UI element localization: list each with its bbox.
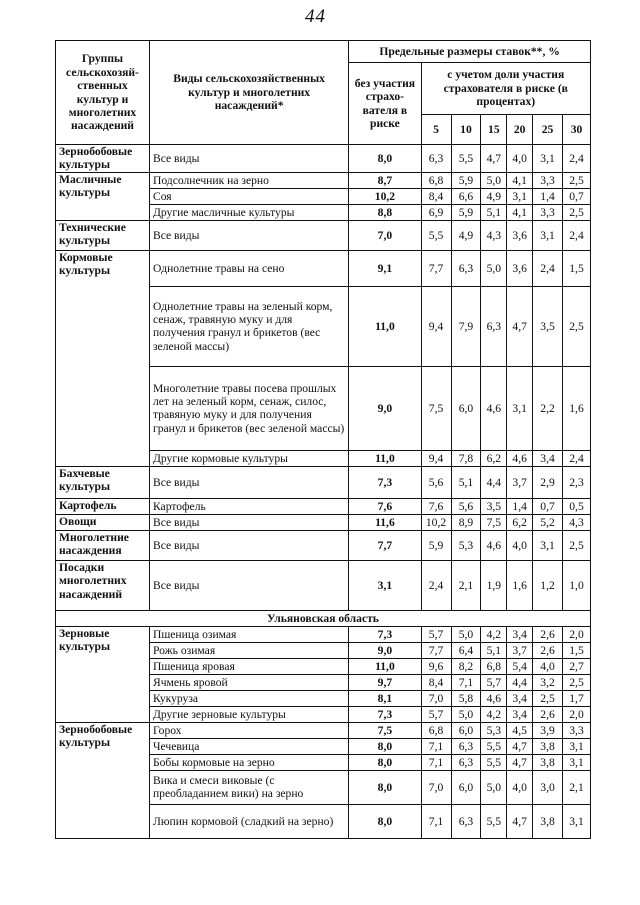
- rate-share: 4,4: [481, 466, 507, 498]
- table-row: [56, 250, 591, 286]
- rate-share: 4,7: [507, 286, 533, 366]
- rate-share: 1,9: [481, 560, 507, 610]
- rate-share: 2,1: [451, 560, 481, 610]
- rate-share: 2,5: [533, 690, 563, 706]
- crop-kind: Все виды: [149, 514, 348, 530]
- header-share: 10: [451, 115, 481, 145]
- crop-kind: Соя: [149, 188, 348, 204]
- rate-without-participation: 8,8: [349, 204, 421, 220]
- rate-share: 5,0: [481, 172, 507, 188]
- rate-share: 2,0: [563, 626, 591, 642]
- rate-share: 3,6: [507, 250, 533, 286]
- rate-share: 6,8: [481, 658, 507, 674]
- header-group: Группы сельскохозяй-ственных культур и многолетних насаждений: [56, 41, 150, 145]
- rate-share: 4,9: [481, 188, 507, 204]
- crop-kind: Люпин кормовой (сладкий на зерно): [149, 804, 348, 838]
- rate-share: 3,1: [533, 530, 563, 560]
- rate-share: 5,4: [507, 658, 533, 674]
- rate-share: 3,8: [533, 738, 563, 754]
- rate-share: 4,4: [507, 674, 533, 690]
- rate-without-participation: 11,0: [349, 286, 421, 366]
- rate-share: 1,5: [563, 642, 591, 658]
- crop-kind: Другие кормовые культуры: [149, 450, 348, 466]
- rate-share: 5,5: [481, 754, 507, 770]
- rate-without-participation: 9,1: [349, 250, 421, 286]
- rate-share: 5,1: [481, 204, 507, 220]
- rate-share: 6,3: [451, 738, 481, 754]
- crop-kind: Все виды: [149, 560, 348, 610]
- crop-kind: Многолетние травы посева прошлых лет на зеленый корм, сенаж, силос, травяную муку и для получения гранул и брикетов (вес зеленой массы): [149, 366, 348, 450]
- rate-share: 6,6: [451, 188, 481, 204]
- rate-share: 3,1: [507, 188, 533, 204]
- rate-share: 2,7: [563, 658, 591, 674]
- rate-share: 5,5: [421, 220, 451, 250]
- rate-without-participation: 8,0: [349, 804, 421, 838]
- table-row: [56, 172, 591, 188]
- crop-kind: Картофель: [149, 498, 348, 514]
- rate-share: 9,4: [421, 286, 451, 366]
- rate-share: 4,2: [481, 626, 507, 642]
- rate-share: 2,4: [563, 450, 591, 466]
- rate-share: 5,7: [421, 706, 451, 722]
- rate-without-participation: 10,2: [349, 188, 421, 204]
- crop-group: Посадки многолетних насаждений: [56, 560, 150, 610]
- rate-without-participation: 9,0: [349, 642, 421, 658]
- crop-kind: Однолетние травы на сено: [149, 250, 348, 286]
- rate-share: 7,1: [421, 804, 451, 838]
- rate-share: 0,7: [533, 498, 563, 514]
- rate-share: 2,3: [563, 466, 591, 498]
- rate-share: 3,1: [533, 220, 563, 250]
- rate-share: 2,5: [563, 204, 591, 220]
- rate-share: 3,7: [507, 642, 533, 658]
- region-title: Ульяновская область: [56, 610, 591, 626]
- rate-without-participation: 8,0: [349, 738, 421, 754]
- rate-share: 2,1: [563, 770, 591, 804]
- rate-share: 7,9: [451, 286, 481, 366]
- crop-kind: Пшеница яровая: [149, 658, 348, 674]
- rate-share: 7,1: [421, 754, 451, 770]
- rate-share: 2,6: [533, 642, 563, 658]
- rate-share: 4,6: [481, 690, 507, 706]
- header-share: 25: [533, 115, 563, 145]
- table-header: [56, 41, 591, 145]
- rate-share: 5,3: [451, 530, 481, 560]
- crop-group: Технические культуры: [56, 220, 150, 250]
- rate-share: 8,2: [451, 658, 481, 674]
- rate-share: 5,5: [481, 738, 507, 754]
- rate-without-participation: 8,0: [349, 754, 421, 770]
- rate-share: 5,0: [481, 770, 507, 804]
- rate-share: 0,5: [563, 498, 591, 514]
- table-row: [56, 498, 591, 514]
- rate-share: 6,3: [421, 145, 451, 173]
- rate-share: 8,4: [421, 188, 451, 204]
- table-row: [56, 220, 591, 250]
- rate-share: 3,4: [533, 450, 563, 466]
- rate-share: 4,2: [481, 706, 507, 722]
- rate-share: 6,8: [421, 172, 451, 188]
- rate-share: 6,2: [507, 514, 533, 530]
- rate-share: 5,8: [451, 690, 481, 706]
- rate-share: 3,7: [507, 466, 533, 498]
- rate-share: 5,9: [451, 172, 481, 188]
- rate-share: 2,9: [533, 466, 563, 498]
- crop-kind: Все виды: [149, 466, 348, 498]
- rate-share: 5,9: [451, 204, 481, 220]
- crop-kind: Рожь озимая: [149, 642, 348, 658]
- table-row: [56, 722, 591, 738]
- crop-kind: Другие масличные культуры: [149, 204, 348, 220]
- crop-kind: Горох: [149, 722, 348, 738]
- rate-share: 2,5: [563, 530, 591, 560]
- crop-kind: Однолетние травы на зеленый корм, сенаж, травяную муку и для получения гранул и брикетов (вес зеленой массы): [149, 286, 348, 366]
- rate-share: 3,8: [533, 804, 563, 838]
- rate-share: 3,1: [563, 804, 591, 838]
- rate-share: 5,1: [481, 642, 507, 658]
- header-limit: Предельные размеры ставок**, %: [349, 41, 591, 63]
- crop-kind: Вика и смеси виковые (с преобладанием вики) на зерно: [149, 770, 348, 804]
- rate-share: 2,4: [563, 220, 591, 250]
- rate-share: 3,5: [533, 286, 563, 366]
- rate-share: 7,8: [451, 450, 481, 466]
- rate-share: 3,1: [533, 145, 563, 173]
- rate-share: 1,7: [563, 690, 591, 706]
- crop-group: Овощи: [56, 514, 150, 530]
- rate-share: 1,5: [563, 250, 591, 286]
- rate-without-participation: 7,3: [349, 466, 421, 498]
- rate-without-participation: 11,6: [349, 514, 421, 530]
- rate-share: 4,1: [507, 172, 533, 188]
- rate-share: 6,8: [421, 722, 451, 738]
- rate-share: 3,4: [507, 690, 533, 706]
- rate-share: 4,6: [507, 450, 533, 466]
- rate-without-participation: 8,1: [349, 690, 421, 706]
- page-number: 44: [305, 6, 326, 27]
- rate-without-participation: 9,0: [349, 366, 421, 450]
- rate-share: 6,3: [481, 286, 507, 366]
- header-share: 5: [421, 115, 451, 145]
- rate-share: 1,0: [563, 560, 591, 610]
- crop-kind: Подсолнечник на зерно: [149, 172, 348, 188]
- header-share: 15: [481, 115, 507, 145]
- rate-share: 5,5: [451, 145, 481, 173]
- rate-share: 9,4: [421, 450, 451, 466]
- crop-kind: Чечевица: [149, 738, 348, 754]
- crop-group: Картофель: [56, 498, 150, 514]
- rate-share: 7,5: [421, 366, 451, 450]
- rate-share: 3,0: [533, 770, 563, 804]
- header-kind: Виды сельскохозяйственных культур и многолетних насаждений*: [149, 41, 348, 145]
- rate-share: 7,0: [421, 770, 451, 804]
- rate-share: 6,0: [451, 770, 481, 804]
- rate-share: 3,3: [563, 722, 591, 738]
- rate-share: 6,4: [451, 642, 481, 658]
- table-row: [56, 530, 591, 560]
- crop-kind: Другие зерновые культуры: [149, 706, 348, 722]
- crop-kind: Ячмень яровой: [149, 674, 348, 690]
- rate-share: 7,7: [421, 250, 451, 286]
- rate-share: 2,4: [533, 250, 563, 286]
- rate-share: 5,9: [421, 530, 451, 560]
- header-share: 20: [507, 115, 533, 145]
- insurance-rates-table: [55, 40, 591, 839]
- rate-share: 2,0: [563, 706, 591, 722]
- rate-share: 8,9: [451, 514, 481, 530]
- rate-share: 0,7: [563, 188, 591, 204]
- rate-without-participation: 7,5: [349, 722, 421, 738]
- crop-kind: Кукуруза: [149, 690, 348, 706]
- rate-share: 3,1: [563, 738, 591, 754]
- rate-share: 2,6: [533, 626, 563, 642]
- header-with: с учетом доли участия страхователя в риске (в процентах): [421, 63, 590, 115]
- rate-share: 1,6: [563, 366, 591, 450]
- crop-group: Зерновые культуры: [56, 626, 150, 722]
- header-share: 30: [563, 115, 591, 145]
- rate-share: 2,2: [533, 366, 563, 450]
- crop-group: Бахчевые культуры: [56, 466, 150, 498]
- rate-share: 6,2: [481, 450, 507, 466]
- rate-share: 7,0: [421, 690, 451, 706]
- rate-share: 3,1: [507, 366, 533, 450]
- rate-share: 8,4: [421, 674, 451, 690]
- crop-group: Зернобобовые культуры: [56, 145, 150, 173]
- rate-share: 3,9: [533, 722, 563, 738]
- rate-without-participation: 7,3: [349, 706, 421, 722]
- rate-share: 3,3: [533, 204, 563, 220]
- table-row: [56, 466, 591, 498]
- rate-share: 5,6: [421, 466, 451, 498]
- header-without: без участия страхо-вателя в риске: [349, 63, 421, 145]
- crop-kind: Все виды: [149, 530, 348, 560]
- rate-share: 10,2: [421, 514, 451, 530]
- rate-share: 6,9: [421, 204, 451, 220]
- rate-without-participation: 11,0: [349, 658, 421, 674]
- rate-share: 6,3: [451, 250, 481, 286]
- rate-share: 3,1: [563, 754, 591, 770]
- rate-without-participation: 8,7: [349, 172, 421, 188]
- rate-share: 5,1: [451, 466, 481, 498]
- rate-share: 7,1: [451, 674, 481, 690]
- rate-share: 4,1: [507, 204, 533, 220]
- rate-share: 4,3: [563, 514, 591, 530]
- rate-without-participation: 9,7: [349, 674, 421, 690]
- rate-share: 1,6: [507, 560, 533, 610]
- rate-share: 5,7: [421, 626, 451, 642]
- rate-share: 3,6: [507, 220, 533, 250]
- rate-share: 5,6: [451, 498, 481, 514]
- crop-kind: Бобы кормовые на зерно: [149, 754, 348, 770]
- rate-share: 5,0: [481, 250, 507, 286]
- rate-share: 4,7: [507, 754, 533, 770]
- table-body: [56, 145, 591, 839]
- rate-share: 2,4: [563, 145, 591, 173]
- table-row: [56, 560, 591, 610]
- rate-without-participation: 7,0: [349, 220, 421, 250]
- rate-share: 3,5: [481, 498, 507, 514]
- rate-share: 4,7: [507, 804, 533, 838]
- rate-share: 3,4: [507, 706, 533, 722]
- rate-share: 5,0: [451, 706, 481, 722]
- table-row: [56, 514, 591, 530]
- rate-share: 4,6: [481, 530, 507, 560]
- rate-share: 3,3: [533, 172, 563, 188]
- rate-share: 2,5: [563, 286, 591, 366]
- rate-share: 1,2: [533, 560, 563, 610]
- rate-share: 2,4: [421, 560, 451, 610]
- rate-without-participation: 11,0: [349, 450, 421, 466]
- crop-group: Многолетние насаждения: [56, 530, 150, 560]
- rate-share: 4,0: [507, 530, 533, 560]
- rate-share: 2,5: [563, 674, 591, 690]
- crop-group: Кормовые культуры: [56, 250, 150, 466]
- rate-share: 7,6: [421, 498, 451, 514]
- rate-share: 4,0: [533, 658, 563, 674]
- rate-share: 6,0: [451, 722, 481, 738]
- rate-share: 6,3: [451, 804, 481, 838]
- rate-share: 2,5: [563, 172, 591, 188]
- rate-without-participation: 7,7: [349, 530, 421, 560]
- rate-share: 3,8: [533, 754, 563, 770]
- rate-share: 4,7: [481, 145, 507, 173]
- rate-share: 4,9: [451, 220, 481, 250]
- rate-share: 9,6: [421, 658, 451, 674]
- section-row: [56, 610, 591, 626]
- rate-share: 4,0: [507, 770, 533, 804]
- rate-share: 4,5: [507, 722, 533, 738]
- rate-without-participation: 3,1: [349, 560, 421, 610]
- rate-share: 7,7: [421, 642, 451, 658]
- rate-share: 1,4: [507, 498, 533, 514]
- rate-share: 4,7: [507, 738, 533, 754]
- table-row: [56, 145, 591, 173]
- rate-share: 7,1: [421, 738, 451, 754]
- rate-share: 5,0: [451, 626, 481, 642]
- rate-share: 5,3: [481, 722, 507, 738]
- crop-group: Масличные культуры: [56, 172, 150, 220]
- rate-share: 6,0: [451, 366, 481, 450]
- rate-without-participation: 7,6: [349, 498, 421, 514]
- rate-share: 4,0: [507, 145, 533, 173]
- rate-share: 2,6: [533, 706, 563, 722]
- crop-kind: Все виды: [149, 220, 348, 250]
- table-row: [56, 626, 591, 642]
- rate-share: 3,2: [533, 674, 563, 690]
- rate-share: 5,5: [481, 804, 507, 838]
- rate-share: 3,4: [507, 626, 533, 642]
- crop-group: Зернобобовые культуры: [56, 722, 150, 838]
- rate-share: 1,4: [533, 188, 563, 204]
- rate-share: 4,6: [481, 366, 507, 450]
- rate-without-participation: 8,0: [349, 145, 421, 173]
- rate-share: 4,3: [481, 220, 507, 250]
- crop-kind: Пшеница озимая: [149, 626, 348, 642]
- rate-share: 6,3: [451, 754, 481, 770]
- rate-without-participation: 7,3: [349, 626, 421, 642]
- crop-kind: Все виды: [149, 145, 348, 173]
- rate-share: 5,2: [533, 514, 563, 530]
- rate-share: 5,7: [481, 674, 507, 690]
- rate-without-participation: 8,0: [349, 770, 421, 804]
- rate-share: 7,5: [481, 514, 507, 530]
